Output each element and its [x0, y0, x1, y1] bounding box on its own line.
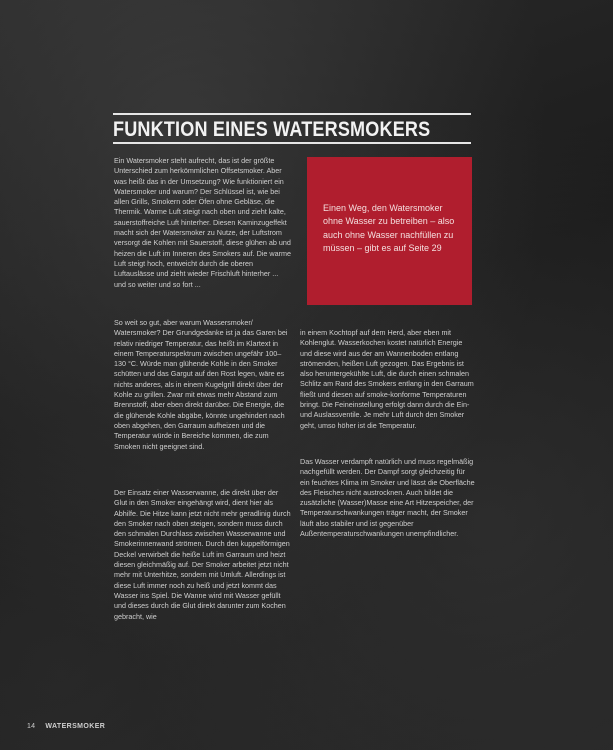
- section-name: WATERSMOKER: [45, 723, 106, 730]
- callout-text: Einen Weg, den Watersmoker ohne Wasser zu betreiben – also auch ohne Wasser nachfüllen zu müssen – gibt es auf Seite 29: [323, 203, 455, 254]
- body-column-right-mid: [300, 328, 476, 441]
- body-column-left-mid: [114, 318, 292, 462]
- paragraph-boiling: in einem Kochtopf auf dem Herd, aber eben mit Kohlenglut. Wasserkochen kostet natürlich Energie und diese wird aus der am Wannenboden entlang strömenden, heißen Luft gezogen. Das Ergebnis ist also heruntergekühlte Luft, die durch einen schmalen Schlitz am Rand des Smokers entlang in den Garraum fließt und diesen auf smoke-konforme Temperaturen bringt. Die Feineinstellung erfolgt dann durch die Ein- und Auslassventile. Je mehr Luft durch den Smoker geht, umso höher ist die Temperatur.: [300, 328, 474, 430]
- title-rule-top: [113, 113, 471, 115]
- paragraph-evaporation: Das Wasser verdampft natürlich und muss regelmäßig nachgefüllt werden. Der Dampf sorgt gleichzeitig für ein feuchtes Klima im Smoker und lässt die Oberfläche des Fleisches nicht austrocknen. Auch bildet die zusätzliche (Wasser)Masse eine Art Hitzespeicher, der Temperaturschwankungen träger macht, der Smoker läuft also stabiler und ist gegenüber Außentemperaturschwankungen unempfindlicher.: [300, 457, 475, 539]
- paragraph-water-pan: Der Einsatz einer Wasserwanne, die direkt über der Glut in den Smoker eingehängt wird, dient hier als Abhilfe. Die Hitze kann jetzt nicht mehr geradlinig durch den Smoker nach oben steigen, sondern muss durch den schmalen Durchlass zwischen Wasserwanne und Smokerinnenwand strömen. Durch den kuppelförmigen Deckel verwirbelt die heiße Luft im Garraum und heizt diesen gleichmäßig auf. Der Smoker arbeitet jetzt nicht mehr mit Unterhitze, sondern mit Umluft. Allerdings ist diese Luft immer noch zu heiß und jetzt kommt das Wasser ins Spiel. Die Wanne wird mit Wasser gefüllt und dieses durch die Glut direkt darunter zum Kochen gebracht, wie: [114, 488, 291, 621]
- paragraph-intro: Ein Watersmoker steht aufrecht, das ist der größte Unterschied zum herkömmlichen Offsetsmoker. Aber was heißt das in der Umsetzung? Wie funktioniert ein Watersmoker und warum? Der Schlüssel ist, wie bei allen Grills, Smokern oder Öfen ohne Gebläse, die Thermik. Warme Luft steigt nach oben und zieht kalte, sauerstoffreiche Luft hinterher. Diesen Kaminzugeffekt macht sich der Watersmoker zu Nutze, der Luftstrom versorgt die Kohlen mit Sauerstoff, diese glühen ab und heizen die Luft im Inneren des Smokers auf. Die warme Luft steigt hoch, entweicht durch die oberen Luftauslässe und zieht wieder Frischluft hinterher ... und so weiter und so fort ...: [114, 156, 291, 289]
- callout-box: [307, 157, 472, 305]
- page-footer: [27, 723, 105, 730]
- page-number: 14: [27, 723, 36, 730]
- body-column-right-bottom: [300, 457, 476, 550]
- page-title: FUNKTION EINES WATERSMOKERS: [113, 118, 431, 141]
- body-column-left-bottom: [114, 488, 292, 632]
- paragraph-why-watersmoker: So weit so gut, aber warum Wassersmoker/ Watersmoker? Der Grundgedanke ist ja das Garen bei relativ niedriger Temperatur, das heißt im Klartext in einem Temperaturspektrum zwischen ungefähr 100–130 °C. Würde man glühende Kohle in den Smoker schütten und das Gargut auf den Rost legen, wäre es nichts anderes, als in einem Kugelgrill direkt über der Kohle zu grillen. Zwar mit etwas mehr Abstand zum Brennstoff, aber eben direkt darüber. Die Energie, die die glühende Kohle abgäbe, könnte ungehindert nach oben abgehen, den Garraum aufheizen und die Temperatur würde in Bereiche kommen, die zum Smoken nicht geeignet sind.: [114, 318, 288, 451]
- body-column-left-top: [114, 156, 292, 300]
- title-rule-bottom: [113, 142, 471, 144]
